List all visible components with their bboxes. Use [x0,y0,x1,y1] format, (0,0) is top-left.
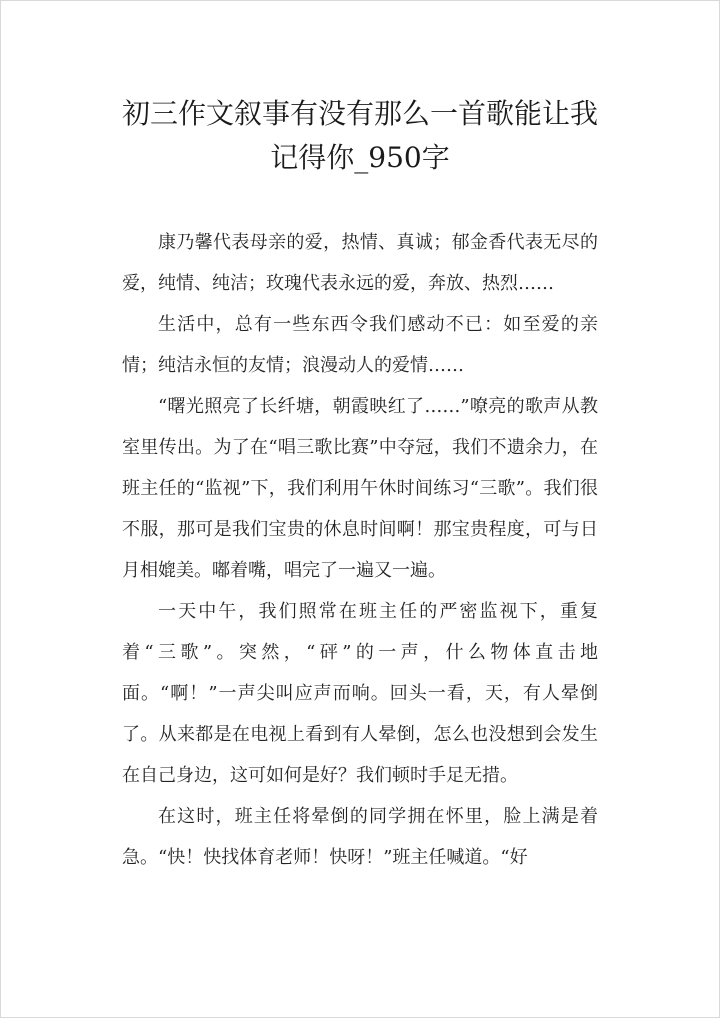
document-body [122,222,598,878]
paragraph-5: 在这时，班主任将晕倒的同学拥在怀里，脸上满是着急。“快！快找体育老师！快呀！”班主任喊道。“好 [122,806,598,868]
paragraph-4: 一天中午，我们照常在班主任的严密监视下，重复着“三歌”。突然，“砰”的一声，什么物体直击地面。“啊！”一声尖叫应声而响。回头一看，天，有人晕倒了。从来都是在电视上看到有人晕倒，怎么也没想到会发生在自己身边，这可如何是好？我们顿时手足无措。 [122,601,598,786]
paragraph-1: 康乃馨代表母亲的爱，热情、真诚；郁金香代表无尽的爱，纯情、纯洁；玫瑰代表永远的爱，奔放、热烈…… [122,232,598,294]
document-title: 初三作文叙事有没有那么一首歌能让我记得你_950字 [121,97,598,174]
paragraph-3: “曙光照亮了长纤塘，朝霞映红了……”嘹亮的歌声从教室里传出。为了在“唱三歌比赛”中夺冠，我们不遗余力，在班主任的“监视”下，我们利用午休时间练习“三歌”。我们很不服，那可是我们宝贵的休息时间啊！那宝贵程度，可与日月相媲美。嘟着嘴，唱完了一遍又一遍。 [122,396,598,581]
paragraph-2: 生活中，总有一些东西令我们感动不已：如至爱的亲情；纯洁永恒的友情；浪漫动人的爱情…… [122,314,598,376]
